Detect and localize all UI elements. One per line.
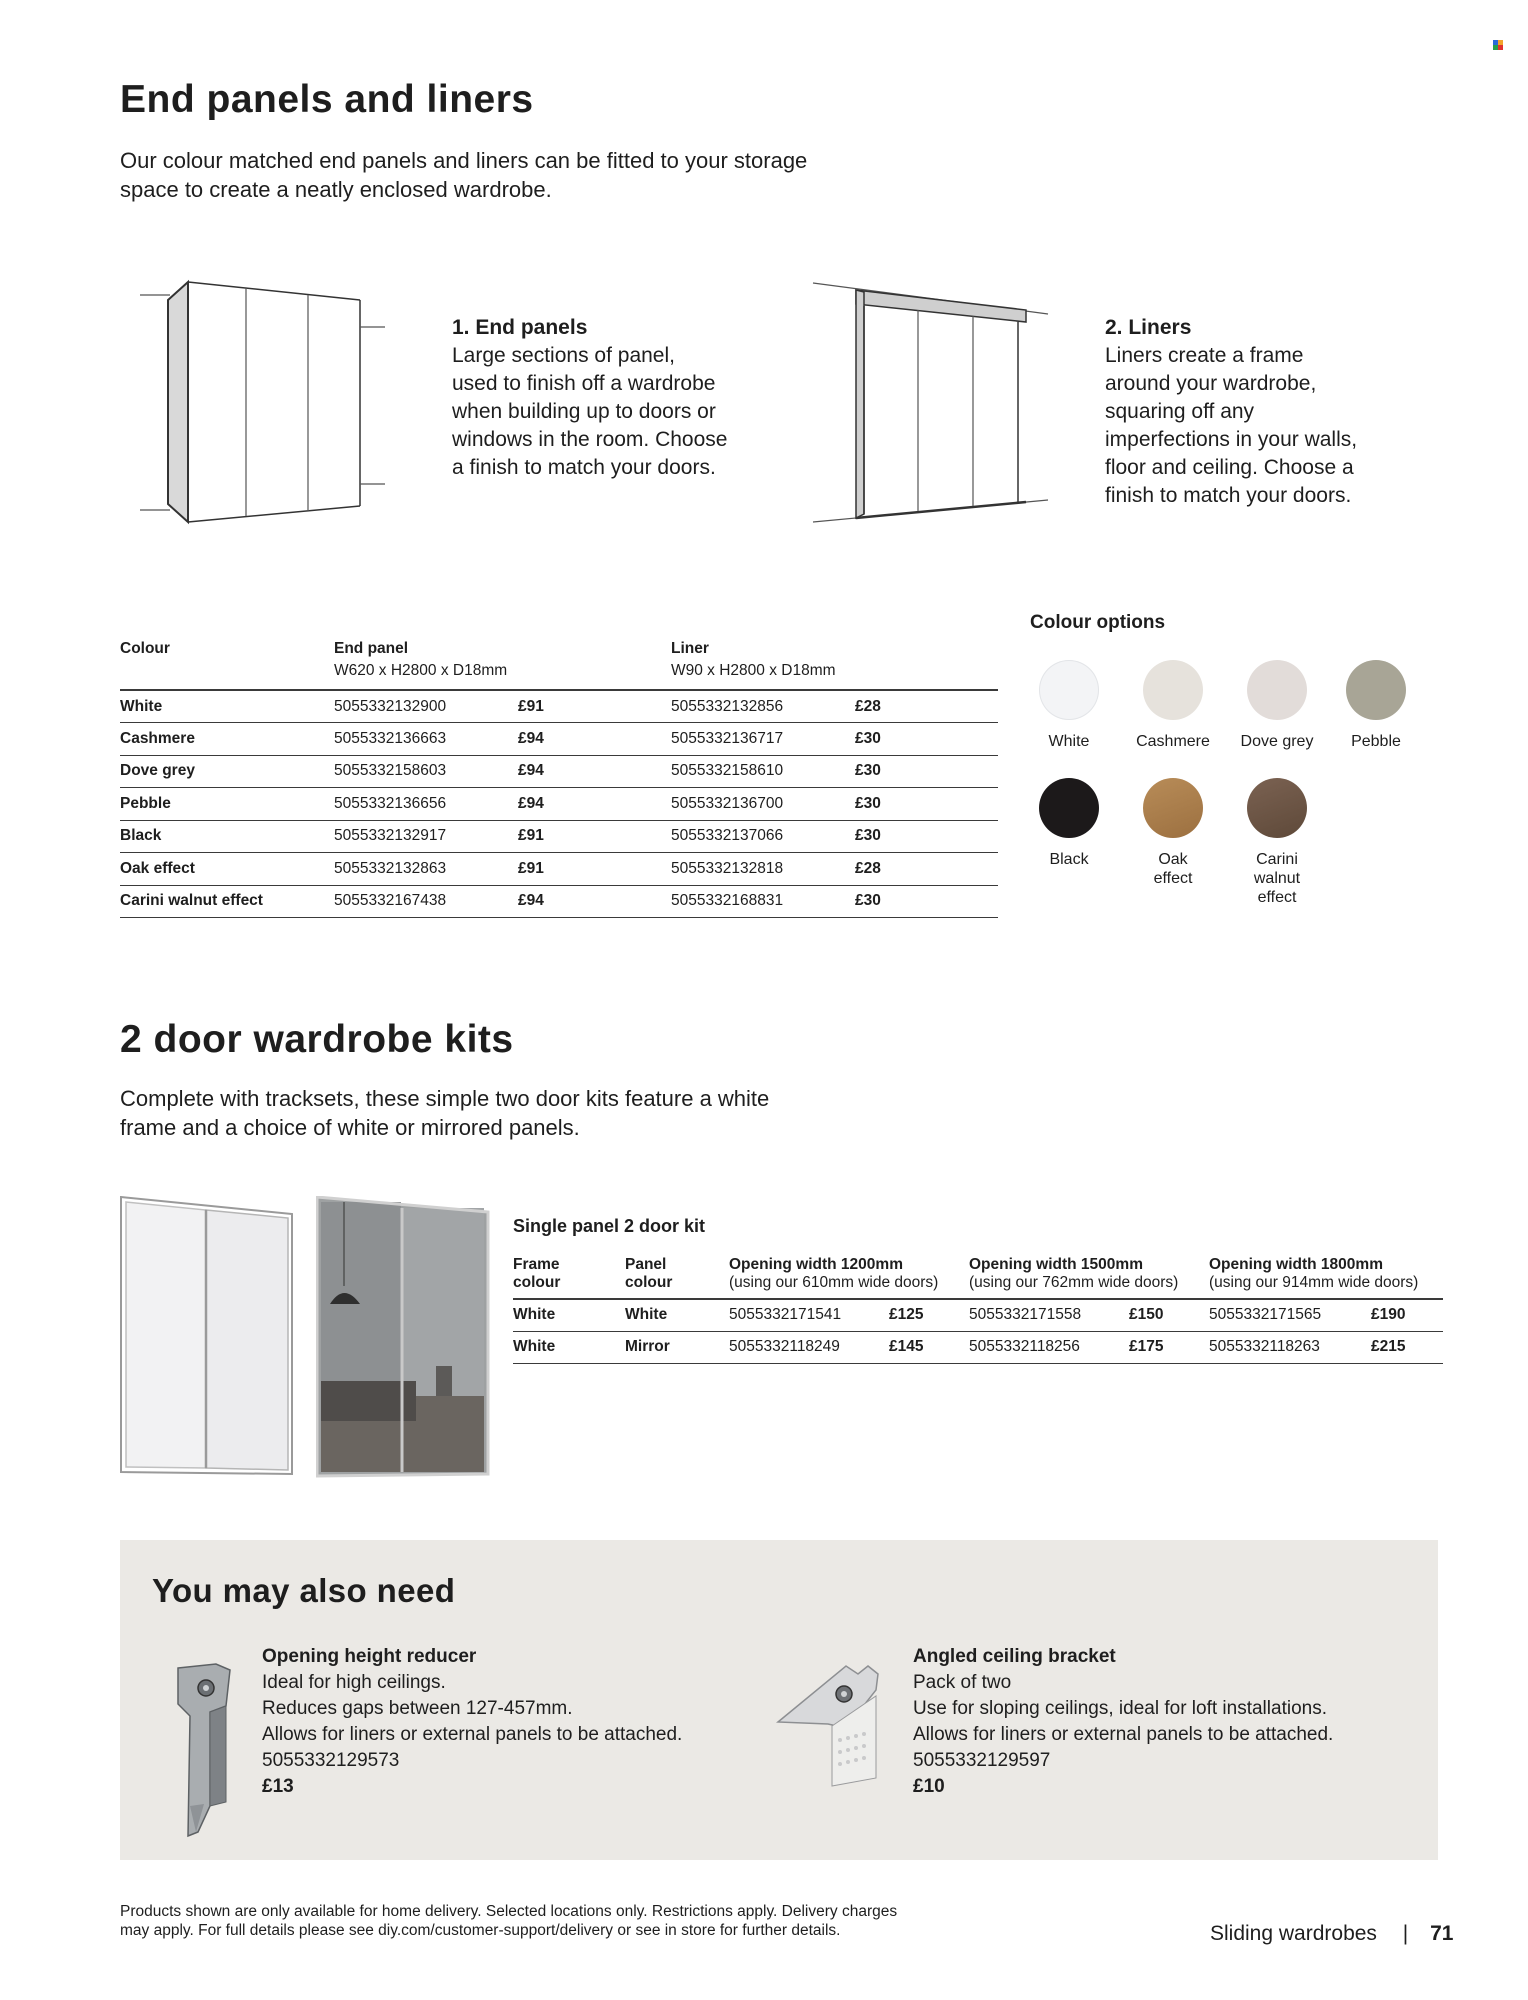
header-width-1800: Opening width 1800mm (using our 914mm wide doors) [1209,1256,1443,1299]
end-panel-price-table [120,638,998,918]
swatch-white: White [1014,660,1124,751]
also-need-heading: You may also need [152,1572,456,1609]
table-row: Black 5055332132917 £91 5055332137066 £30 [120,820,998,853]
swatch-oak-effect: Oak effect [1118,778,1228,888]
swatch-dove-grey: Dove grey [1222,660,1332,751]
header-frame-colour: Frame colour [513,1256,625,1299]
swatch-cashmere: Cashmere [1118,660,1228,751]
swatch-circle [1346,660,1406,720]
accessory-height-reducer: Opening height reducer Ideal for high ceilings. Reduces gaps between 127-457mm. Allows for liners or external panels to be attached. 5055332129573 £13 [262,1646,683,1797]
page-number: 71 [1430,1922,1454,1945]
height-reducer-image [168,1656,243,1840]
feature-end-panels-title: 1. End panels [452,316,588,339]
white-door-kit-image [120,1196,295,1476]
swatch-pebble: Pebble [1321,660,1431,751]
end-panel-illustration [130,270,400,530]
table-row: Cashmere 5055332136663 £94 5055332136717 £30 [120,723,998,756]
swatch-circle [1039,660,1099,720]
wardrobe-kit-price-table [513,1256,1443,1364]
header-end-panel: End panel W620 x H2800 x D18mm [334,638,671,690]
table-row: White 5055332132900 £91 5055332132856 £28 [120,690,998,723]
swatch-circle [1143,778,1203,838]
wardrobe-kits-intro: Complete with tracksets, these simple two door kits feature a white frame and a choice of white or mirrored panels. [120,1086,770,1140]
table-row: White White 5055332171541 £125 5055332171558 £150 5055332171565 £190 [513,1299,1443,1331]
table-row: Carini walnut effect 5055332167438 £94 5055332168831 £30 [120,885,998,918]
header-liner: Liner W90 x H2800 x D18mm [671,638,998,690]
section-name: Sliding wardrobes [1210,1922,1377,1945]
liners-illustration [808,278,1058,528]
feature-liners-title: 2. Liners [1105,316,1192,339]
accessory-ceiling-bracket: Angled ceiling bracket Pack of two Use for sloping ceilings, ideal for loft installations. Allows for liners or external panels to be attached. 5055332129597 £10 [913,1646,1334,1797]
table-row: White Mirror 5055332118249 £145 5055332118256 £175 5055332118263 £215 [513,1331,1443,1363]
colour-options-title: Colour options [1030,612,1166,633]
table-row: Oak effect 5055332132863 £91 5055332132818 £28 [120,853,998,886]
kit-table-title: Single panel 2 door kit [513,1216,706,1236]
footer-separator: | [1402,1922,1409,1945]
delivery-disclaimer: Products shown are only available for home delivery. Selected locations only. Restrictions apply. Delivery charges may apply. For full details please see diy.com/customer-support/delivery or see in store for further details. [120,1903,898,1939]
swatch-black: Black [1014,778,1124,869]
header-width-1500: Opening width 1500mm (using our 762mm wide doors) [969,1256,1209,1299]
page-footer-nav [1210,1922,1453,1946]
swatch-circle [1143,660,1203,720]
swatch-circle [1247,778,1307,838]
feature-end-panels: 1. End panels Large sections of panel, used to finish off a wardrobe when building up to doors or windows in the room. Choose a finish to match your doors. [452,314,782,482]
feature-liners: 2. Liners Liners create a frame around your wardrobe, squaring off any imperfections in your walls, floor and ceiling. Choose a finish to match your doors. [1105,314,1435,510]
end-panels-heading: End panels and liners [120,78,534,121]
header-width-1200: Opening width 1200mm (using our 610mm wide doors) [729,1256,969,1299]
table-header-row [120,638,998,690]
ceiling-bracket-image [776,1660,891,1790]
swatch-circle [1247,660,1307,720]
brand-mark [1493,40,1503,50]
wardrobe-kits-heading: 2 door wardrobe kits [120,1018,514,1061]
swatch-carini-walnut: Carini walnut effect [1222,778,1332,907]
mirror-door-kit-image [316,1196,491,1478]
table-header-row [513,1256,1443,1299]
swatch-circle [1039,778,1099,838]
header-colour: Colour [120,638,334,690]
table-row: Pebble 5055332136656 £94 5055332136700 £30 [120,788,998,821]
end-panels-intro: Our colour matched end panels and liners can be fitted to your storage space to create a neatly enclosed wardrobe. [120,148,808,202]
table-row: Dove grey 5055332158603 £94 5055332158610 £30 [120,755,998,788]
header-panel-colour: Panel colour [625,1256,729,1299]
